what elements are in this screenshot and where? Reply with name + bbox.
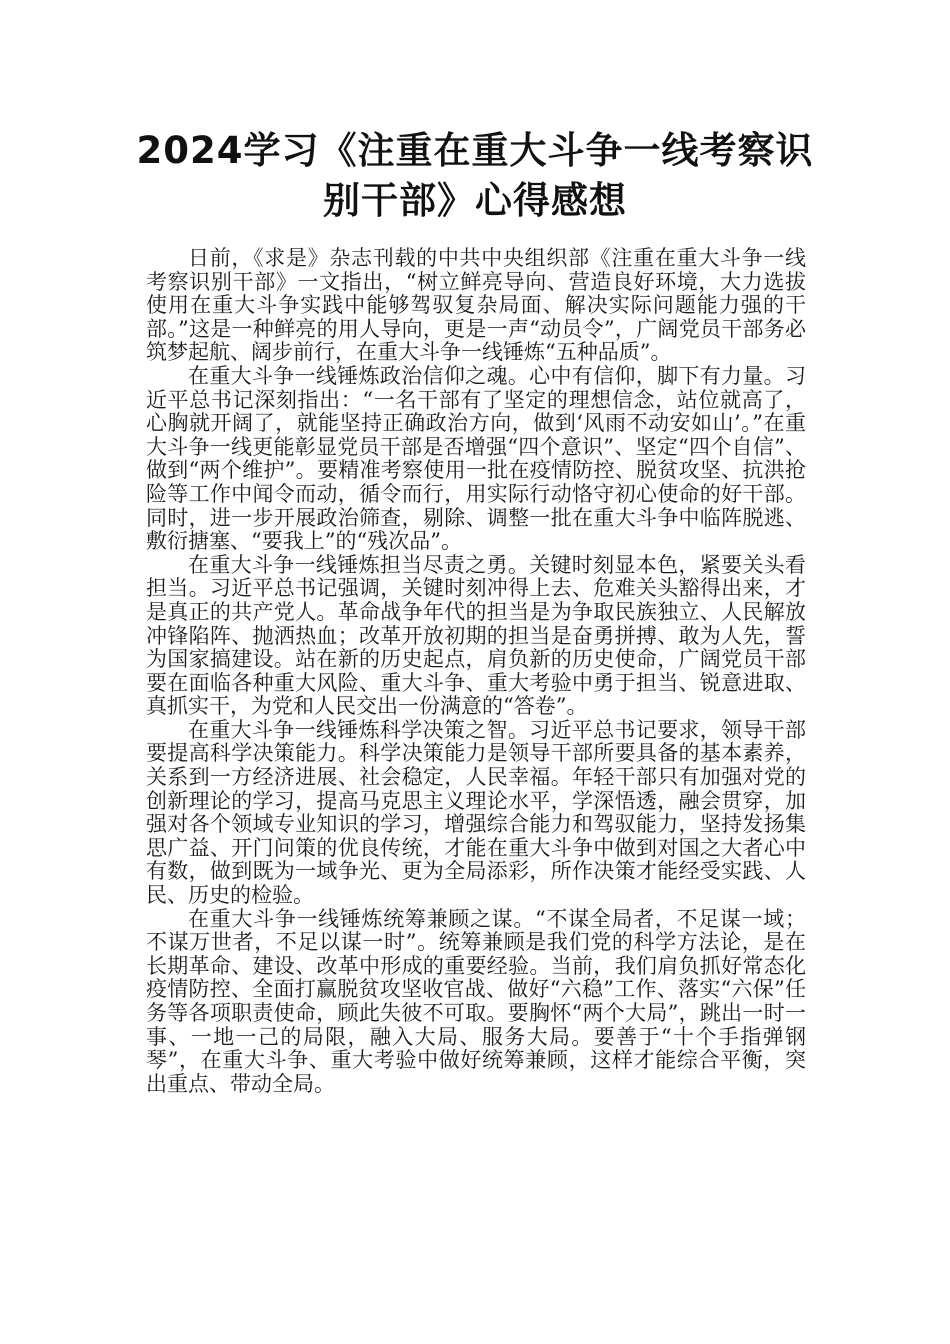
paragraph-intro: 日前，《求是》杂志刊载的中共中央组织部《注重在重大斗争一线考察识别干部》一文指出，“树立鲜亮导向、营造良好环境，大力选拔使用在重大斗争实践中能够驾驭复杂局面、解决实际问题能力强的干部。”这是一种鲜亮的用人导向，更是一声“动员令”，广阔党员干部务必筑梦起航、阔步前行，在重大斗争一线锤炼“五种品质”。 [146,246,806,365]
paragraph-responsibility: 在重大斗争一线锤炼担当尽责之勇。关键时刻显本色，紧要关头看担当。习近平总书记强调，关键时刻冲得上去、危难关头豁得出来，才是真正的共产党人。革命战争年代的担当是为争取民族独立、人民解放冲锋陷阵、抛洒热血；改革开放初期的担当是奋勇拼搏、敢为人先，誓为国家搞建设。站在新的历史起点，肩负新的历史使命，广阔党员干部要在面临各种重大风险、重大斗争、重大考验中勇于担当、锐意进取、真抓实干，为党和人民交出一份满意的“答卷”。 [146,552,806,719]
paragraph-overall-planning: 在重大斗争一线锤炼统筹兼顾之谋。“不谋全局者，不足谋一域；不谋万世者，不足以谋一时”。统筹兼顾是我们党的科学方法论，是在长期革命、建设、改革中形成的重要经验。当前，我们肩负抓好常态化疫情防控、全面打赢脱贫攻坚收官战、做好“六稳”工作、落实“六保”任务等各项职责使命，顾此失彼不可取。要胸怀“两个大局”，跳出一时一事、一地一己的局限，融入大局、服务大局。要善于“十个手指弹钢琴”，在重大斗争、重大考验中做好统筹兼顾，这样才能综合平衡，突出重点、带动全局。 [146,906,806,1096]
paragraph-political-faith: 在重大斗争一线锤炼政治信仰之魂。心中有信仰，脚下有力量。习近平总书记深刻指出：“一名干部有了坚定的理想信念，站位就高了，心胸就开阔了，就能坚持正确政治方向，做到‘风雨不动安如山’。”在重大斗争一线更能彰显党员干部是否增强“四个意识”、坚定“四个自信”、做到“两个维护”。要精准考察使用一批在疫情防控、脱贫攻坚、抗洪抢险等工作中闻令而动，循令而行，用实际行动恪守初心使命的好干部。同时，进一步开展政治筛查，剔除、调整一批在重大斗争中临阵脱逃、敷衍搪塞、“要我上”的“残次品”。 [146,363,806,554]
paragraph-scientific-decision: 在重大斗争一线锤炼科学决策之智。习近平总书记要求，领导干部要提高科学决策能力。科学决策能力是领导干部所要具备的基本素养，关系到一方经济进展、社会稳定，人民幸福。年轻干部只有加强对党的创新理论的学习，提高马克思主义理论水平，学深悟透，融会贯穿，加强对各个领域专业知识的学习，增强综合能力和驾驭能力，坚持发扬集思广益、开门问策的优良传统，才能在重大斗争中做到对国之大者心中有数，做到既为一域争光、更为全局添彩，所作决策才能经受实践、人民、历史的检验。 [146,717,806,908]
document-title: 2024学习《注重在重大斗争一线考察识别干部》心得感想 [136,129,814,222]
document-body [146,247,806,1096]
